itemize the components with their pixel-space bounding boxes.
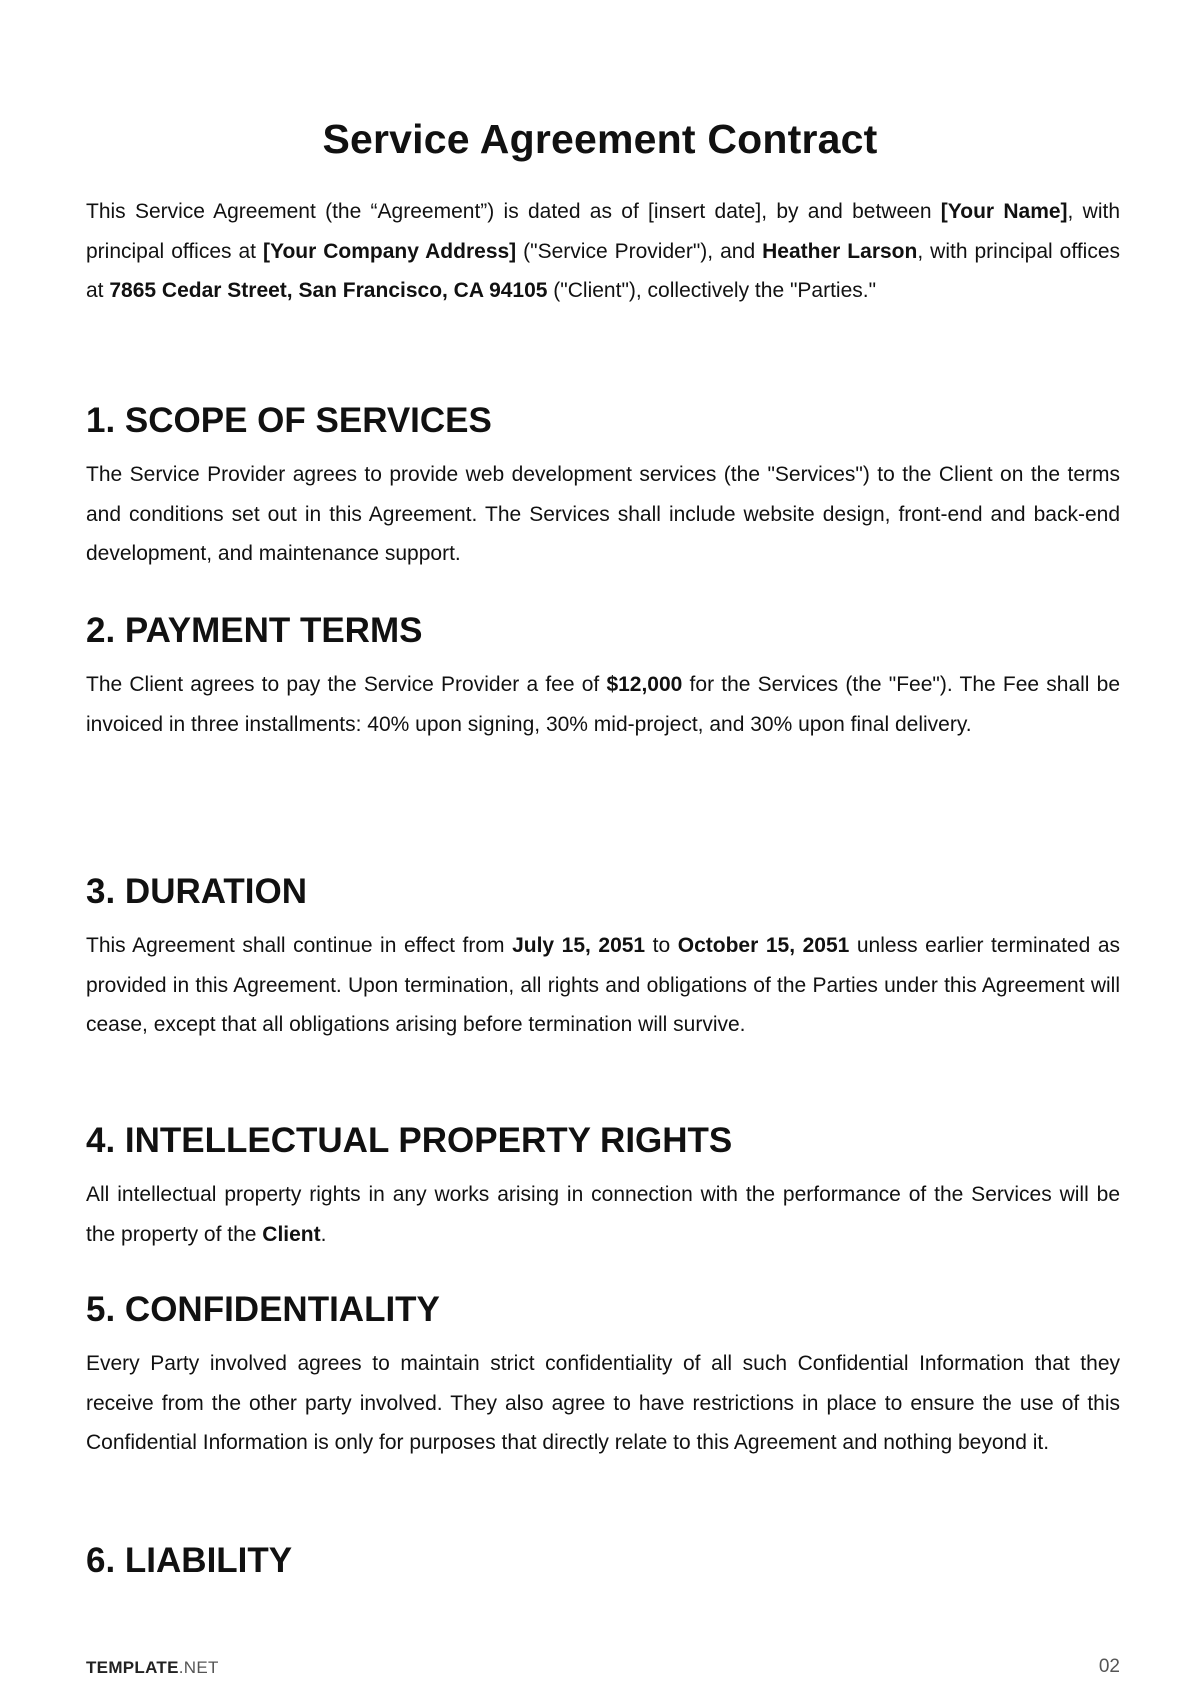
page-number: 02 [1098, 1656, 1120, 1677]
intro-text: ("Client"), collectively the "Parties." [547, 279, 877, 303]
fee-amount: $12,000 [606, 673, 683, 696]
duration-text: unless earlier terminated as provided in this Agreement. Upon termination, all rights and obligations of the Parties under this Agreement will cease, except that all obligations arising before termination will survive. [86, 934, 1121, 1037]
section-body-ip [86, 1175, 1120, 1254]
client-address: 7865 Cedar Street, San Francisco, CA 94105 [109, 279, 548, 303]
provider-name: [Your Name] [940, 200, 1068, 223]
ip-text: All intellectual property rights in any works arising in connection with the performance of the Services will be the property of the [86, 1183, 1120, 1246]
intro-text: , with principal offices at [86, 200, 1121, 263]
section-heading-liability: 6. LIABILITY [86, 1541, 293, 1580]
section-heading-confidentiality: 5. CONFIDENTIALITY [86, 1290, 440, 1329]
section-body-payment [86, 665, 1120, 744]
brand-domain: .NET [178, 1658, 219, 1677]
provider-address: [Your Company Address] [263, 239, 517, 263]
section-body-duration [86, 926, 1120, 1045]
document-title: Service Agreement Contract [322, 116, 878, 163]
payment-text: for the Services (the "Fee"). The Fee shall be invoiced in three installments: 40% upon signing, 30% mid-project, and 30% upon final delivery. [86, 673, 1121, 736]
brand-name: TEMPLATE [86, 1658, 179, 1677]
payment-text: The Client agrees to pay the Service Provider a fee of [86, 673, 607, 696]
intro-text: , with principal offices at [86, 239, 1120, 303]
intro-text: ("Service Provider"), and [516, 239, 763, 263]
section-heading-payment: 2. PAYMENT TERMS [86, 611, 423, 650]
section-body-confidentiality: Every Party involved agrees to maintain strict confidentiality of all such Confidential Information that they receive from the other party involved. They also agree to have restrictions in place to ensure the use of this Confidential Information is only for purposes that directly relate to this Agreement and nothing beyond it. [86, 1352, 1120, 1455]
intro-paragraph [86, 192, 1120, 311]
client-name: Heather Larson [762, 239, 918, 263]
duration-text: This Agreement shall continue in effect from [86, 934, 513, 957]
ip-text: . [320, 1222, 327, 1246]
footer-brand-logo [86, 1658, 219, 1678]
intro-text: This Service Agreement (the “Agreement”) is dated as of [insert date], by and between [86, 200, 941, 223]
section-heading-ip: 4. INTELLECTUAL PROPERTY RIGHTS [86, 1121, 733, 1160]
section-heading-scope: 1. SCOPE OF SERVICES [86, 401, 492, 440]
section-heading-duration: 3. DURATION [86, 872, 308, 911]
ip-owner: Client [262, 1222, 321, 1246]
end-date: October 15, 2051 [677, 934, 850, 957]
section-body-scope: The Service Provider agrees to provide web development services (the "Services") to the Client on the terms and conditions set out in this Agreement. The Services shall include website design, front-end and back-end development, and maintenance support. [86, 463, 1120, 566]
duration-text: to [645, 934, 678, 957]
start-date: July 15, 2051 [512, 934, 646, 957]
